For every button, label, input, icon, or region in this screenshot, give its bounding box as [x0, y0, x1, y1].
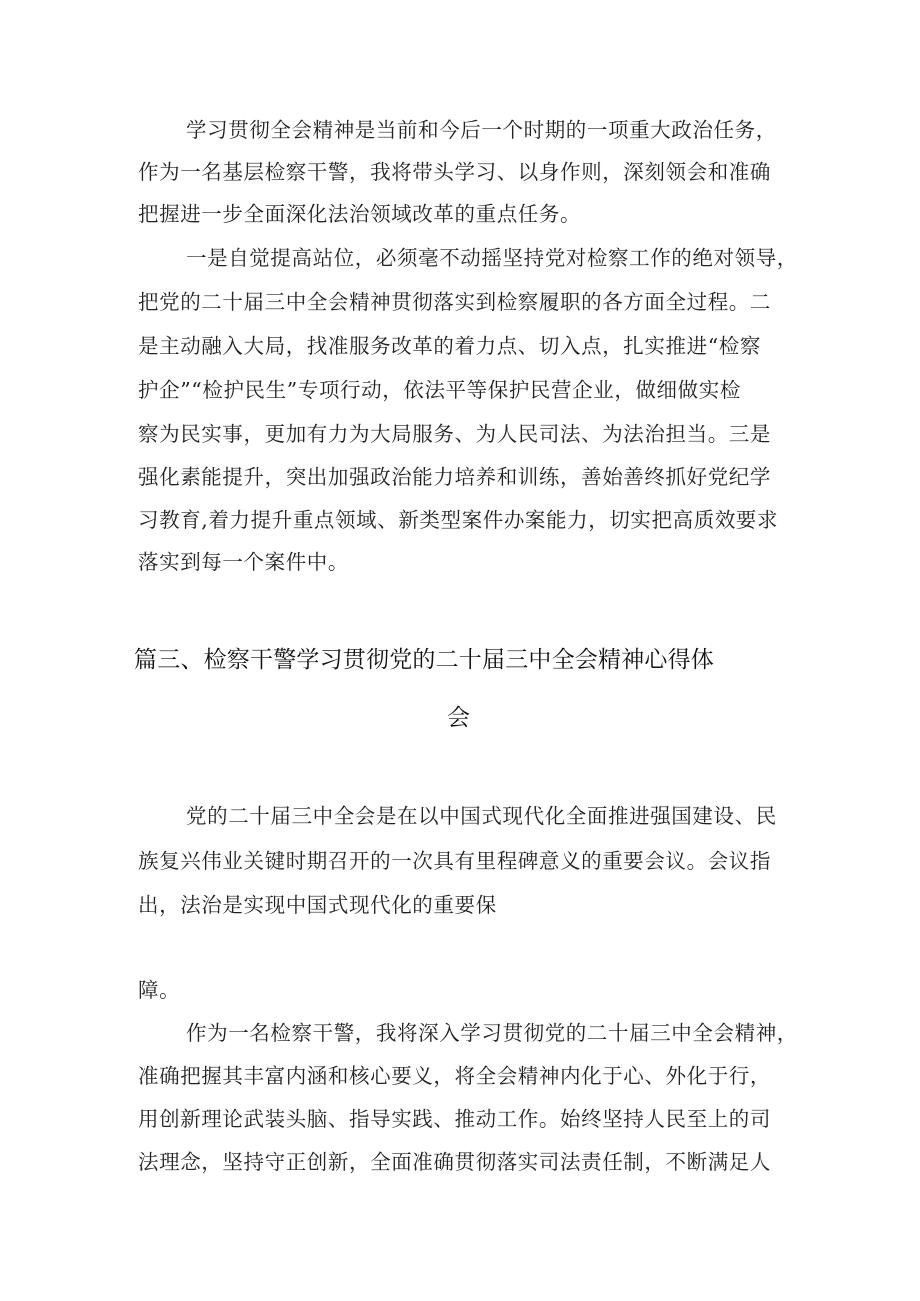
text-line: 作为一名基层检察干警，我将带头学习、以身作则，深刻领会和准确 [138, 160, 771, 184]
section-heading-line: 会 [447, 705, 471, 731]
text-line: 把党的二十届三中全会精神贯彻落实到检察履职的各方面全过程。二 [138, 290, 771, 314]
text-line: 察为民实事，更加有力为大局服务、为人民司法、为法治担当。三是 [138, 422, 771, 446]
text-line: 落实到每一个案件中。 [138, 550, 349, 574]
text-line: 出，法治是实现中国式现代化的重要保 [138, 893, 497, 917]
text-line: 把握进一步全面深化法治领域改革的重点任务。 [138, 202, 582, 226]
text-line: 护企”“检护民生”专项行动，依法平等保护民营企业，做细做实检 [138, 378, 741, 402]
text-line: 障。 [138, 978, 181, 1002]
text-line: 准确把握其丰富内涵和核心要义，将全会精神内化于心、外化于行， [138, 1064, 771, 1088]
text-line: 强化素能提升，突出加强政治能力培养和训练，善始善终抓好党纪学 [138, 465, 771, 489]
text-line: 族复兴伟业关键时期召开的一次具有里程碑意义的重要会议。会议指 [138, 849, 771, 873]
text-line: 习教育,着力提升重点领域、新类型案件办案能力，切实把高质效要求 [138, 508, 779, 532]
text-line: 是主动融入大局，找准服务改革的着力点、切入点，扎实推进“检察 [138, 334, 761, 358]
text-line: 作为一名检察干警，我将深入学习贯彻党的二十届三中全会精神， [186, 1021, 798, 1045]
text-line: 党的二十届三中全会是在以中国式现代化全面推进强国建设、民 [186, 804, 777, 828]
text-line: 一是自觉提高站位，必须毫不动摇坚持党对检察工作的绝对领导， [186, 246, 798, 270]
text-line: 用创新理论武装头脑、指导实践、推动工作。始终坚持人民至上的司 [138, 1107, 771, 1131]
text-line: 学习贯彻全会精神是当前和今后一个时期的一项重大政治任务， [186, 118, 777, 142]
section-heading-line: 篇三、检察干警学习贯彻党的二十届三中全会精神心得体 [134, 647, 714, 673]
text-line: 法理念，坚持守正创新，全面准确贯彻落实司法责任制，不断满足人 [138, 1150, 771, 1174]
